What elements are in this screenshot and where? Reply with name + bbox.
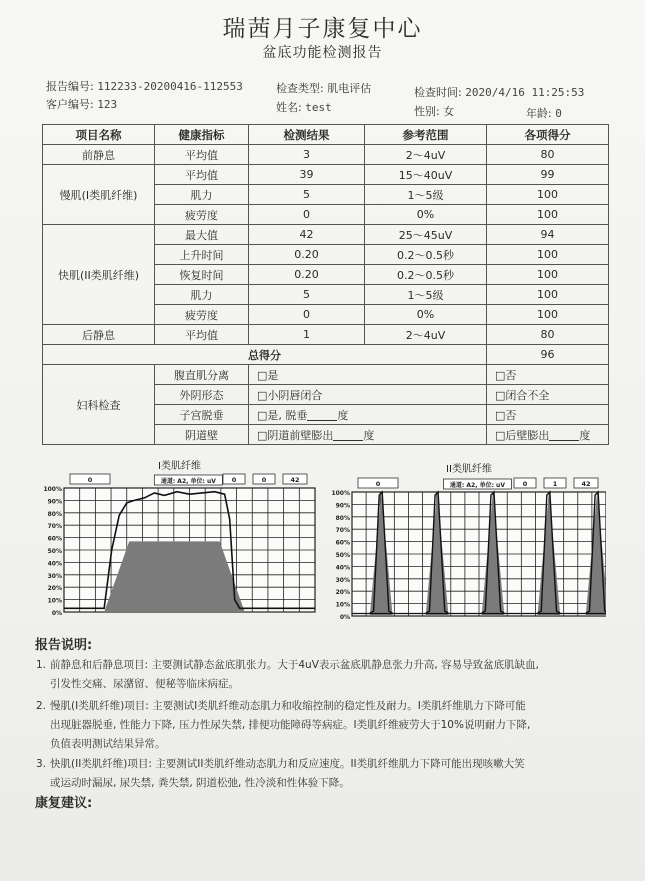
y-tick-label: 50% (47, 548, 62, 555)
metric: 最大值 (155, 225, 249, 245)
result: 0 (249, 205, 365, 225)
exam-type: 检查类型: 肌电评估 (276, 82, 372, 95)
patient-age: 年龄: 0 (526, 107, 562, 120)
report-notes-title: 报告说明: (35, 638, 93, 653)
value-box-a-value: 0 (231, 476, 237, 484)
y-tick-label: 30% (335, 576, 350, 584)
y-tick-label: 70% (47, 523, 62, 531)
gyn-option-incomplete[interactable]: □闭合不全 (487, 385, 609, 405)
table-row (43, 165, 609, 185)
table-header-row (43, 125, 609, 145)
emg-charts (40, 460, 606, 635)
result: 3 (249, 145, 365, 165)
rehab-advice-title: 康复建议: (35, 796, 93, 811)
total-row (43, 345, 609, 365)
result: 0 (249, 305, 365, 325)
result: 0.20 (249, 245, 365, 265)
score: 94 (487, 225, 609, 245)
note-item-3: 3. 快肌(II类肌纤维)项目: 主要测试II类肌纤维动态肌力和反应速度。II类肌纤维肌力下降可能出现咳嗽大笑 或运动时漏尿, 尿失禁, 粪失禁, 阴道松弛, 性冷淡和性体验下降。 (36, 758, 525, 789)
gyn-item: 阴道壁 (155, 425, 249, 445)
gyn-option-anterior[interactable]: □阴道前壁膨出 度 (249, 425, 487, 445)
reference: 0% (365, 305, 487, 325)
gyn-item: 外阴形态 (155, 385, 249, 405)
value-box-b-value: 1 (552, 480, 558, 488)
y-tick-label: 30% (47, 572, 62, 580)
item-name: 后静息 (43, 325, 155, 345)
y-tick-label: 10% (335, 601, 350, 609)
gyn-option-no[interactable]: □否 (487, 405, 609, 425)
result: 42 (249, 225, 365, 245)
item-name: 快肌(II类肌纤维) (43, 225, 155, 325)
value-box-left-value: 0 (87, 476, 93, 484)
score: 100 (487, 205, 609, 225)
score: 100 (487, 245, 609, 265)
y-tick-label: 80% (47, 510, 62, 518)
metric: 肌力 (155, 285, 249, 305)
result: 1 (249, 325, 365, 345)
y-tick-label: 20% (335, 589, 350, 597)
gyn-option-closed[interactable]: □小阴唇闭合 (249, 385, 487, 405)
note-item-2: 2. 慢肌(I类肌纤维)项目: 主要测试I类肌纤维动态肌力和收缩控制的稳定性及耐力。I类肌纤维肌力下降可能 出现脏器脱垂, 性能力下降, 压力性尿失禁, 排便功能障碍等病症。I类肌纤维疲劳大于10%说明耐力下降, 负值表明测试结果异常。 (36, 700, 531, 750)
gyn-item: 子宫脱垂 (155, 405, 249, 425)
gyn-option-yes[interactable]: □是 (249, 365, 487, 385)
metric: 平均值 (155, 145, 249, 165)
value-box-c-value: 42 (290, 476, 300, 484)
y-tick-label: 50% (335, 552, 350, 559)
y-tick-label: 40% (335, 564, 350, 572)
reference: 2～4uV (365, 325, 487, 345)
gyn-row (43, 365, 609, 385)
y-tick-label: 0% (51, 610, 62, 617)
channel-label: 通道: A2, 单位: uV (160, 478, 216, 485)
reference: 0.2～0.5秒 (365, 245, 487, 265)
value-box-left-value: 0 (375, 480, 381, 488)
value-box-a-value: 0 (522, 480, 528, 488)
y-tick-label: 20% (47, 585, 62, 593)
customer-number: 客户编号: 123 (46, 98, 118, 111)
reference: 0% (365, 205, 487, 225)
score: 100 (487, 185, 609, 205)
metric: 平均值 (155, 165, 249, 185)
score: 99 (487, 165, 609, 185)
col-header-reference: 参考范围 (365, 125, 487, 145)
gyn-item: 腹直肌分离 (155, 365, 249, 385)
metric: 平均值 (155, 325, 249, 345)
report-number: 报告编号: 112233-20200416-112553 (46, 80, 243, 93)
reference: 25～45uV (365, 225, 487, 245)
y-tick-label: 60% (47, 535, 62, 543)
gyn-option-posterior[interactable]: □后壁膨出 度 (487, 425, 609, 445)
metric: 恢复时间 (155, 265, 249, 285)
result: 0.20 (249, 265, 365, 285)
chart-title: II类肌纤维 (446, 464, 492, 475)
reference: 0.2～0.5秒 (365, 265, 487, 285)
y-tick-label: 10% (47, 597, 62, 605)
result: 39 (249, 165, 365, 185)
total-label: 总得分 (43, 345, 487, 365)
center-title: 瑞茜月子康复中心 (222, 16, 423, 42)
y-tick-label: 100% (43, 486, 62, 493)
y-tick-label: 70% (335, 527, 350, 535)
gyn-option-no[interactable]: □否 (487, 365, 609, 385)
patient-gender: 性别: 女 (414, 105, 455, 118)
result: 5 (249, 185, 365, 205)
metric: 疲劳度 (155, 305, 249, 325)
metric: 上升时间 (155, 245, 249, 265)
col-header-metric: 健康指标 (155, 125, 249, 145)
value-box-b-value: 0 (261, 476, 267, 484)
reference: 2～4uV (365, 145, 487, 165)
col-header-result: 检测结果 (249, 125, 365, 145)
metric: 疲劳度 (155, 205, 249, 225)
score: 100 (487, 265, 609, 285)
note-item-1: 1. 前静息和后静息项目: 主要测试静态盆底肌张力。大于4uV表示盆底肌静息张力升高, 容易导致盆底肌缺血, 引发性交痛、尿潴留、便秘等临床病症。 (36, 659, 539, 690)
table-row (43, 145, 609, 165)
score: 100 (487, 285, 609, 305)
score: 100 (487, 305, 609, 325)
reference: 15～40uV (365, 165, 487, 185)
gyn-option-prolapse[interactable]: □是, 脱垂 度 (249, 405, 487, 425)
gyn-exam-label: 妇科检查 (43, 365, 155, 445)
item-name: 前静息 (43, 145, 155, 165)
y-tick-label: 90% (47, 498, 62, 506)
y-tick-label: 60% (335, 539, 350, 547)
chart-title: I类肌纤维 (158, 461, 201, 472)
patient-name: 姓名: test (276, 101, 332, 114)
results-table (42, 124, 609, 445)
total-score: 96 (487, 345, 609, 365)
exam-time: 检查时间: 2020/4/16 11:25:53 (414, 86, 585, 99)
y-tick-label: 0% (339, 614, 350, 621)
channel-label: 通道: A2, 单位: uV (449, 482, 505, 489)
reference: 1～5级 (365, 185, 487, 205)
score: 80 (487, 145, 609, 165)
reference: 1～5级 (365, 285, 487, 305)
y-tick-label: 40% (47, 560, 62, 568)
col-header-score: 各项得分 (487, 125, 609, 145)
result: 5 (249, 285, 365, 305)
score: 80 (487, 325, 609, 345)
col-header-item: 项目名称 (43, 125, 155, 145)
value-box-c-value: 42 (581, 480, 591, 488)
table-row (43, 225, 609, 245)
y-tick-label: 100% (331, 490, 350, 497)
y-tick-label: 80% (335, 514, 350, 522)
metric: 肌力 (155, 185, 249, 205)
table-row (43, 325, 609, 345)
report-title: 盆底功能检测报告 (262, 45, 383, 61)
item-name: 慢肌(I类肌纤维) (43, 165, 155, 225)
y-tick-label: 90% (335, 502, 350, 510)
